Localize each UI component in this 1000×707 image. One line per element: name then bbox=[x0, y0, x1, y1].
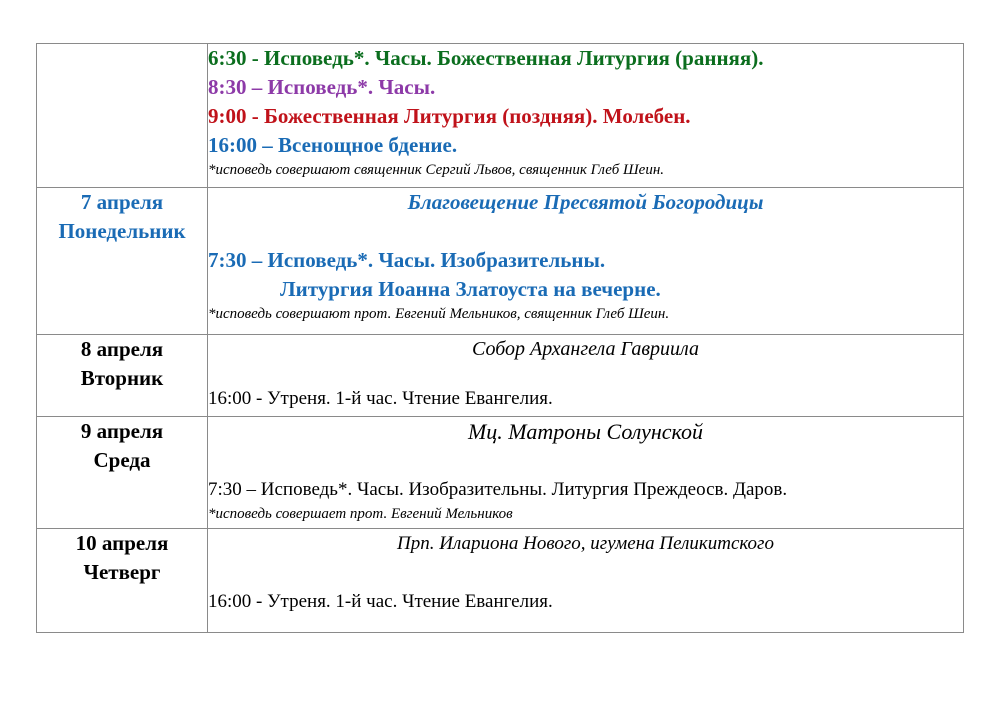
table-row bbox=[37, 529, 964, 633]
confession-note: *исповедь совершают прот. Евгений Мельников, священник Глеб Шеин. bbox=[208, 306, 670, 322]
feast-title: Собор Архангела Гавриила bbox=[471, 338, 700, 360]
feast-title: Благовещение Пресвятой Богородицы bbox=[407, 190, 764, 214]
day-weekday: Четверг bbox=[83, 560, 161, 584]
service-line: 7:30 – Исповедь*. Часы. Изобразительны. bbox=[208, 248, 606, 272]
service-line: 16:00 – Всенощное бдение. bbox=[208, 133, 458, 157]
feast-title: Мц. Матроны Солунской bbox=[467, 419, 704, 444]
service-line: 16:00 - Утреня. 1-й час. Чтение Евангелия. bbox=[208, 388, 553, 409]
schedule-table bbox=[36, 43, 964, 633]
day-cell bbox=[37, 44, 208, 188]
day-date: 7 апреля bbox=[80, 190, 164, 214]
service-line: 8:30 – Исповедь*. Часы. bbox=[208, 75, 436, 99]
table-row bbox=[37, 188, 964, 335]
day-cell bbox=[37, 417, 208, 529]
day-weekday: Вторник bbox=[80, 366, 164, 390]
service-cell bbox=[208, 188, 964, 335]
table-row bbox=[37, 417, 964, 529]
feast-title: Прп. Илариона Нового, игумена Пеликитского bbox=[397, 533, 774, 554]
service-cell bbox=[208, 335, 964, 417]
service-line: 6:30 - Исповедь*. Часы. Божественная Литургия (ранняя). bbox=[208, 46, 764, 70]
table-row bbox=[37, 44, 964, 188]
day-cell bbox=[37, 529, 208, 633]
service-line: 7:30 – Исповедь*. Часы. Изобразительны. Литургия Преждеосв. Даров. bbox=[208, 479, 788, 500]
table-row bbox=[37, 335, 964, 417]
service-line: Литургия Иоанна Златоуста на вечерне. bbox=[280, 277, 661, 301]
confession-note: *исповедь совершает прот. Евгений Мельников bbox=[208, 506, 513, 522]
service-line: 16:00 - Утреня. 1-й час. Чтение Евангелия. bbox=[208, 591, 553, 612]
day-weekday: Среда bbox=[93, 448, 151, 472]
day-cell bbox=[37, 188, 208, 335]
day-cell bbox=[37, 335, 208, 417]
service-line: 9:00 - Божественная Литургия (поздняя). Молебен. bbox=[208, 104, 691, 128]
day-date: 9 апреля bbox=[80, 419, 164, 443]
day-date: 8 апреля bbox=[80, 337, 164, 361]
service-cell bbox=[208, 417, 964, 529]
service-cell bbox=[208, 44, 964, 188]
day-weekday: Понедельник bbox=[58, 219, 186, 243]
service-cell bbox=[208, 529, 964, 633]
day-date: 10 апреля bbox=[75, 531, 169, 555]
confession-note: *исповедь совершают священник Сергий Львов, священник Глеб Шеин. bbox=[208, 162, 665, 178]
